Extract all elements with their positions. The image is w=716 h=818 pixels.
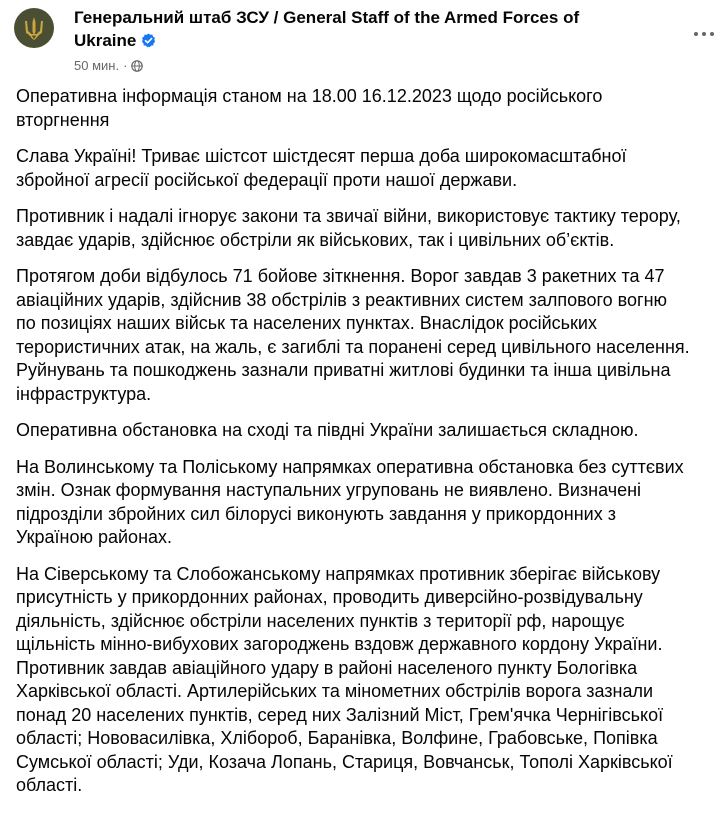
post-paragraph: Противник і надалі ігнорує закони та звичаї війни, використовує тактику терору, завдає ударів, здійснює обстріли як військових, так і цивільних об’єктів. — [16, 206, 681, 250]
post-paragraph: Протягом доби відбулось 71 бойове зіткнення. Ворог завдав 3 ракетних та 47 авіаційних ударів, здійснив 38 обстрілів з реактивних систем залпового вогню по позиціях наших військ та населених пунктах. Внаслідок російських терористичних атак, на жаль, є загиблі та поранені серед цивільного населення. Руйнувань та пошкоджень зазнали приватні житлові будинки та інша цивільна інфраструктура. — [16, 266, 690, 404]
meta-separator: · — [123, 58, 128, 73]
trident-emblem-icon — [20, 14, 48, 42]
post-timestamp[interactable]: 50 мин. — [74, 58, 120, 73]
post-paragraph: Слава Україні! Триває шістсот шістдесят перша доба широкомасштабної збройної агресії російської федерації проти нашої держави. — [16, 146, 627, 190]
post-meta — [74, 58, 143, 73]
page-name[interactable] — [74, 6, 634, 52]
more-options-icon — [702, 32, 706, 36]
post-paragraph-title: Оперативна інформація станом на 18.00 16.12.2023 щодо російського вторгнення — [16, 86, 603, 130]
page-avatar[interactable] — [14, 8, 54, 48]
post-header — [14, 6, 704, 78]
page-name-text[interactable]: Генеральний штаб ЗСУ / General Staff of the Armed Forces of Ukraine — [74, 8, 580, 50]
verified-badge-icon — [141, 33, 156, 48]
globe-icon[interactable] — [131, 60, 143, 72]
more-options-icon — [710, 32, 714, 36]
more-options-button[interactable] — [686, 16, 716, 52]
post-paragraph: На Сіверському та Слобожанському напрямках противник зберігає військову присутність у прикордонних районах, проводить диверсійно-розвідувальну діяльність, здійснює обстріли населених пунктів з території рф, нарощує щільність мінно-вибухових загороджень вздовж державного кордону України. Противник завдав авіаційного удару в районі населеного пункту Бологівка Харківської області. Артилерійських та мінометних обстрілів ворога зазнали понад 20 населених пунктів, серед них Залізний Міст, Грем'ячка Чернігівської області; Нововасилівка, Хлібороб, Баранівка, Волфине, Грабовське, Попівка Сумської області; Уди, Козача Лопань, Стариця, Вовчанськ, Тополі Харківської області. — [16, 563, 673, 795]
post-text — [16, 85, 704, 811]
post-paragraph: На Волинському та Поліському напрямках оперативна обстановка без суттєвих змін. Ознак формування наступальних угруповань не виявлено. Визначені підрозділи збройних сил білорусі виконують завдання у прикордонних з Україною районах. — [16, 456, 684, 547]
more-options-icon — [694, 32, 698, 36]
post-paragraph: Оперативна обстановка на сході та півдні України залишається складною. — [16, 420, 639, 440]
